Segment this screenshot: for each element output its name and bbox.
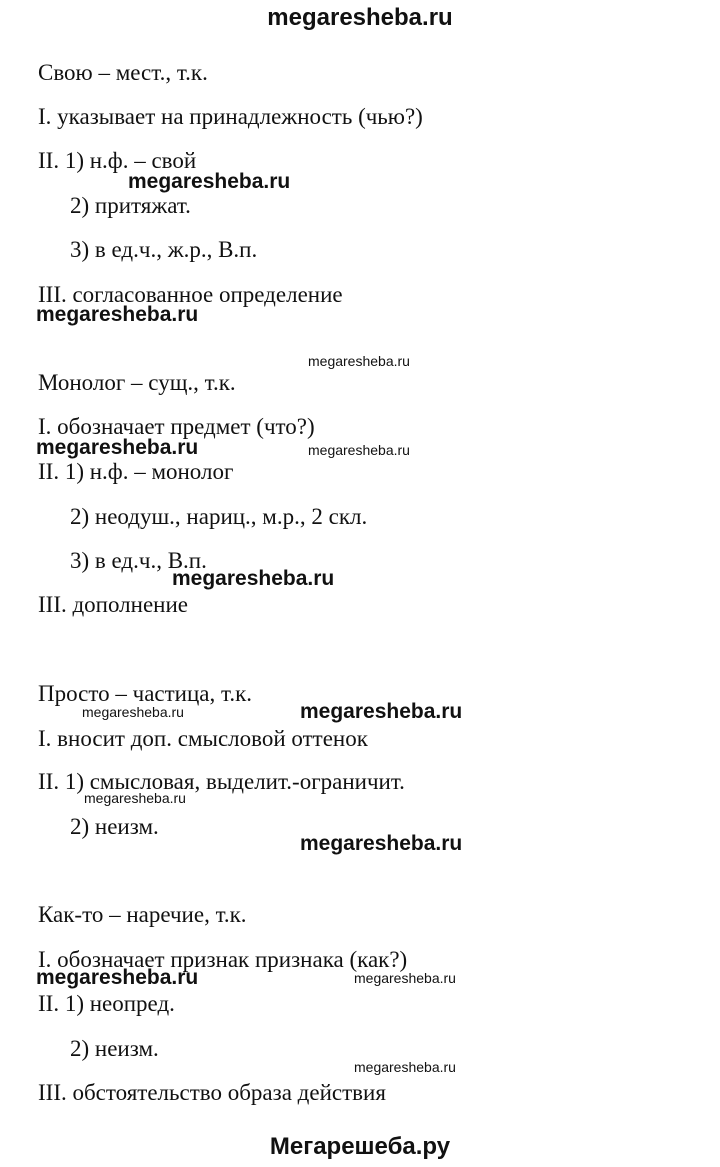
watermark: megaresheba.ru bbox=[82, 704, 184, 720]
analysis-line: 2) неизм. bbox=[70, 814, 159, 839]
watermark: megaresheba.ru bbox=[354, 1059, 456, 1075]
analysis-line: 2) неизм. bbox=[70, 1036, 159, 1061]
analysis-line: II. 1) н.ф. – свой bbox=[38, 148, 197, 173]
word-title-svoyu: Свою – мест., т.к. bbox=[38, 60, 208, 85]
watermark: megaresheba.ru bbox=[300, 832, 463, 855]
word-title-monolog: Монолог – сущ., т.к. bbox=[38, 370, 236, 395]
analysis-line: 3) в ед.ч., В.п. bbox=[70, 548, 207, 573]
watermark: megaresheba.ru bbox=[36, 966, 199, 989]
watermark: megaresheba.ru bbox=[308, 442, 410, 458]
watermark: megaresheba.ru bbox=[84, 790, 186, 806]
watermark: megaresheba.ru bbox=[300, 700, 463, 723]
watermark: megaresheba.ru bbox=[172, 567, 335, 590]
watermark: megaresheba.ru bbox=[128, 170, 291, 193]
watermark: megaresheba.ru bbox=[36, 303, 199, 326]
analysis-line: I. вносит доп. смысловой оттенок bbox=[38, 726, 368, 751]
watermark: megaresheba.ru bbox=[36, 436, 199, 459]
analysis-line: III. дополнение bbox=[38, 592, 189, 617]
analysis-line: I. указывает на принадлежность (чью?) bbox=[38, 104, 423, 129]
analysis-line: 2) неодуш., нариц., м.р., 2 скл. bbox=[70, 504, 368, 529]
analysis-line: II. 1) неопред. bbox=[38, 991, 175, 1016]
site-header: megaresheba.ru bbox=[267, 4, 453, 31]
watermark: megaresheba.ru bbox=[354, 970, 456, 986]
analysis-line: I. обозначает признак признака (как?) bbox=[38, 947, 408, 972]
analysis-line: II. 1) н.ф. – монолог bbox=[38, 459, 234, 484]
analysis-line: 3) в ед.ч., ж.р., В.п. bbox=[70, 237, 258, 262]
analysis-line: 2) притяжат. bbox=[70, 193, 191, 218]
analysis-line: I. обозначает предмет (что?) bbox=[38, 414, 315, 439]
analysis-line: II. 1) смысловая, выделит.-ограничит. bbox=[38, 769, 405, 794]
word-title-kak-to: Как-то – наречие, т.к. bbox=[38, 902, 247, 927]
analysis-line: III. обстоятельство образа действия bbox=[38, 1080, 386, 1105]
watermark: megaresheba.ru bbox=[308, 353, 410, 369]
site-footer: Мегарешеба.ру bbox=[269, 1133, 451, 1160]
analysis-line: III. согласованное определение bbox=[38, 282, 343, 307]
word-title-prosto: Просто – частица, т.к. bbox=[38, 681, 252, 706]
